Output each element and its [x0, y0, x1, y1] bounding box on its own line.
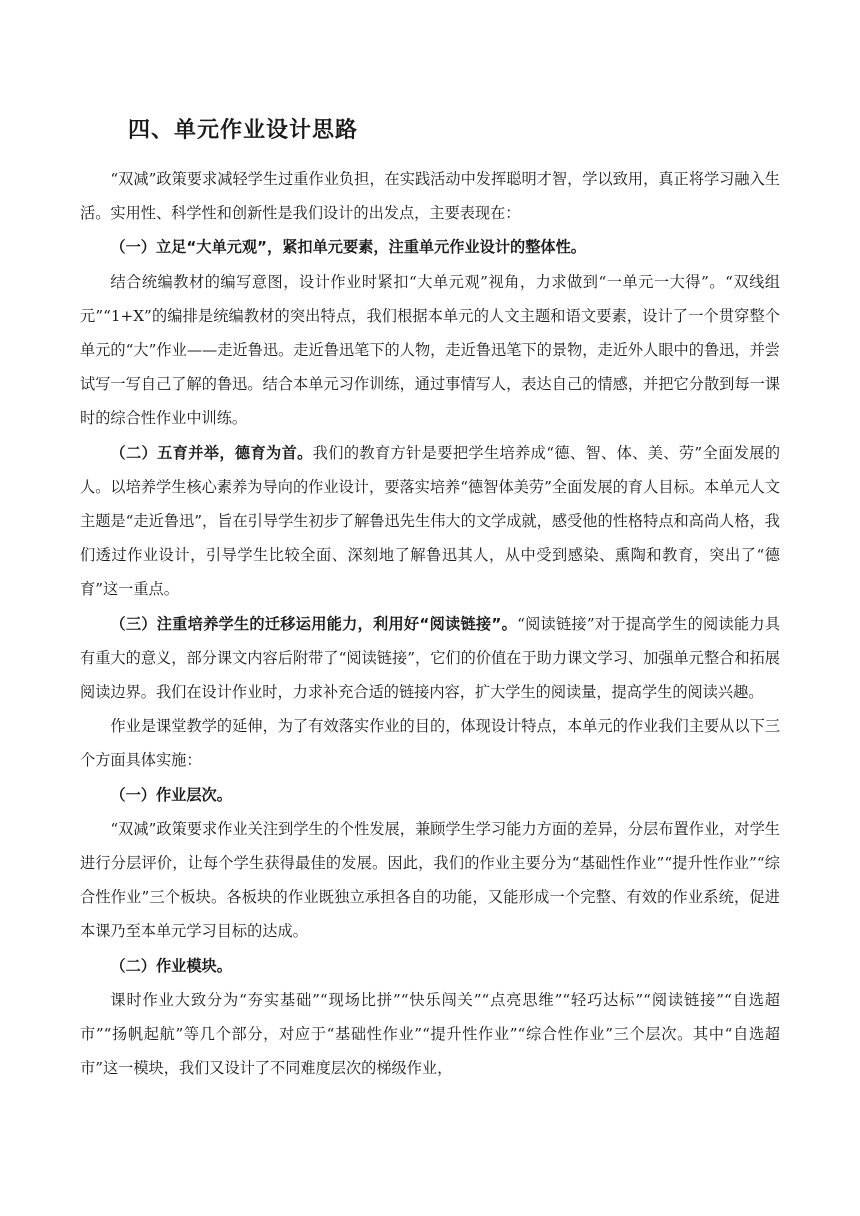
text-reading-link: “阅读链接”对于提高学生的阅读能力具有重大的意义，部分课文内容后附带了“阅读链接”，它们的价值在于助力课文学习、加强单元整合和拓展阅读边界。我们在设计作业时，力求补充合适的链接内容，扩大学生的阅读量，提高学生的阅读兴趣。	[80, 614, 781, 702]
paragraph-five-education	[80, 436, 780, 607]
section-title: 四、单元作业设计思路	[128, 118, 359, 143]
paragraph-homework-levels: “双减”政策要求作业关注到学生的个性发展，兼顾学生学习能力方面的差异，分层布置作业，对学生进行分层评价，让每个学生获得最佳的发展。因此，我们的作业主要分为“基础性作业”“提升性作业”“综合性作业”三个板块。各板块的作业既独立承担各自的功能，又能形成一个完整、有效的作业系统，促进本课乃至本单元学习目标的达成。	[80, 819, 780, 941]
paragraph-intro: “双减”政策要求减轻学生过重作业负担，在实践活动中发挥聪明才智，学以致用，真正将学习融入生活。实用性、科学性和创新性是我们设计的出发点，主要表现在：	[80, 170, 780, 223]
heading-homework-levels: （一）作业层次。	[110, 785, 232, 804]
paragraph-big-unit: 结合统编教材的编写意图，设计作业时紧扣“大单元观”视角，力求做到“一单元一大得”。“双线组元”“1+X”的编排是统编教材的突出特点，我们根据本单元的人文主题和语文要素，设计了一个贯穿整个单元的“大”作业——走近鲁迅。走近鲁迅笔下的人物，走近鲁迅笔下的景物，走近外人眼中的鲁迅，并尝试写一写自己了解的鲁迅。结合本单元习作训练，通过事情写人，表达自己的情感，并把它分散到每一课时的综合性作业中训练。	[80, 272, 780, 428]
lead-five-education: （二）五育并举，德育为首。	[110, 443, 313, 462]
document-body	[80, 162, 780, 1085]
heading-big-unit: （一）立足“大单元观”，紧扣单元要素，注重单元作业设计的整体性。	[110, 238, 586, 257]
heading-homework-modules: （二）作业模块。	[110, 956, 232, 975]
paragraph-implementation: 作业是课堂教学的延伸，为了有效落实作业的目的，体现设计特点，本单元的作业我们主要从以下三个方面具体实施：	[80, 717, 780, 770]
paragraph-homework-modules: 课时作业大致分为“夯实基础”“现场比拼”“快乐闯关”“点亮思维”“轻巧达标”“阅读链接”“自选超市”“扬帆起航”等几个部分，对应于“基础性作业”“提升性作业”“综合性作业”三个层次。其中“自选超市”这一模块，我们又设计了不同难度层次的梯级作业，	[80, 990, 780, 1078]
text-five-education: 我们的教育方针是要把学生培养成“德、智、体、美、劳”全面发展的人。以培养学生核心素养为导向的作业设计，要落实培养“德智体美劳”全面发展的育人目标。本单元人文主题是“走近鲁迅”，旨在引导学生初步了解鲁迅先生伟大的文学成就，感受他的性格特点和高尚人格，我们透过作业设计，引导学生比较全面、深刻地了解鲁迅其人，从中受到感染、熏陶和教育，突出了“德育”这一重点。	[80, 443, 781, 599]
paragraph-reading-link	[80, 607, 780, 710]
lead-reading-link: （三）注重培养学生的迁移运用能力，利用好“阅读链接”。	[110, 614, 518, 633]
